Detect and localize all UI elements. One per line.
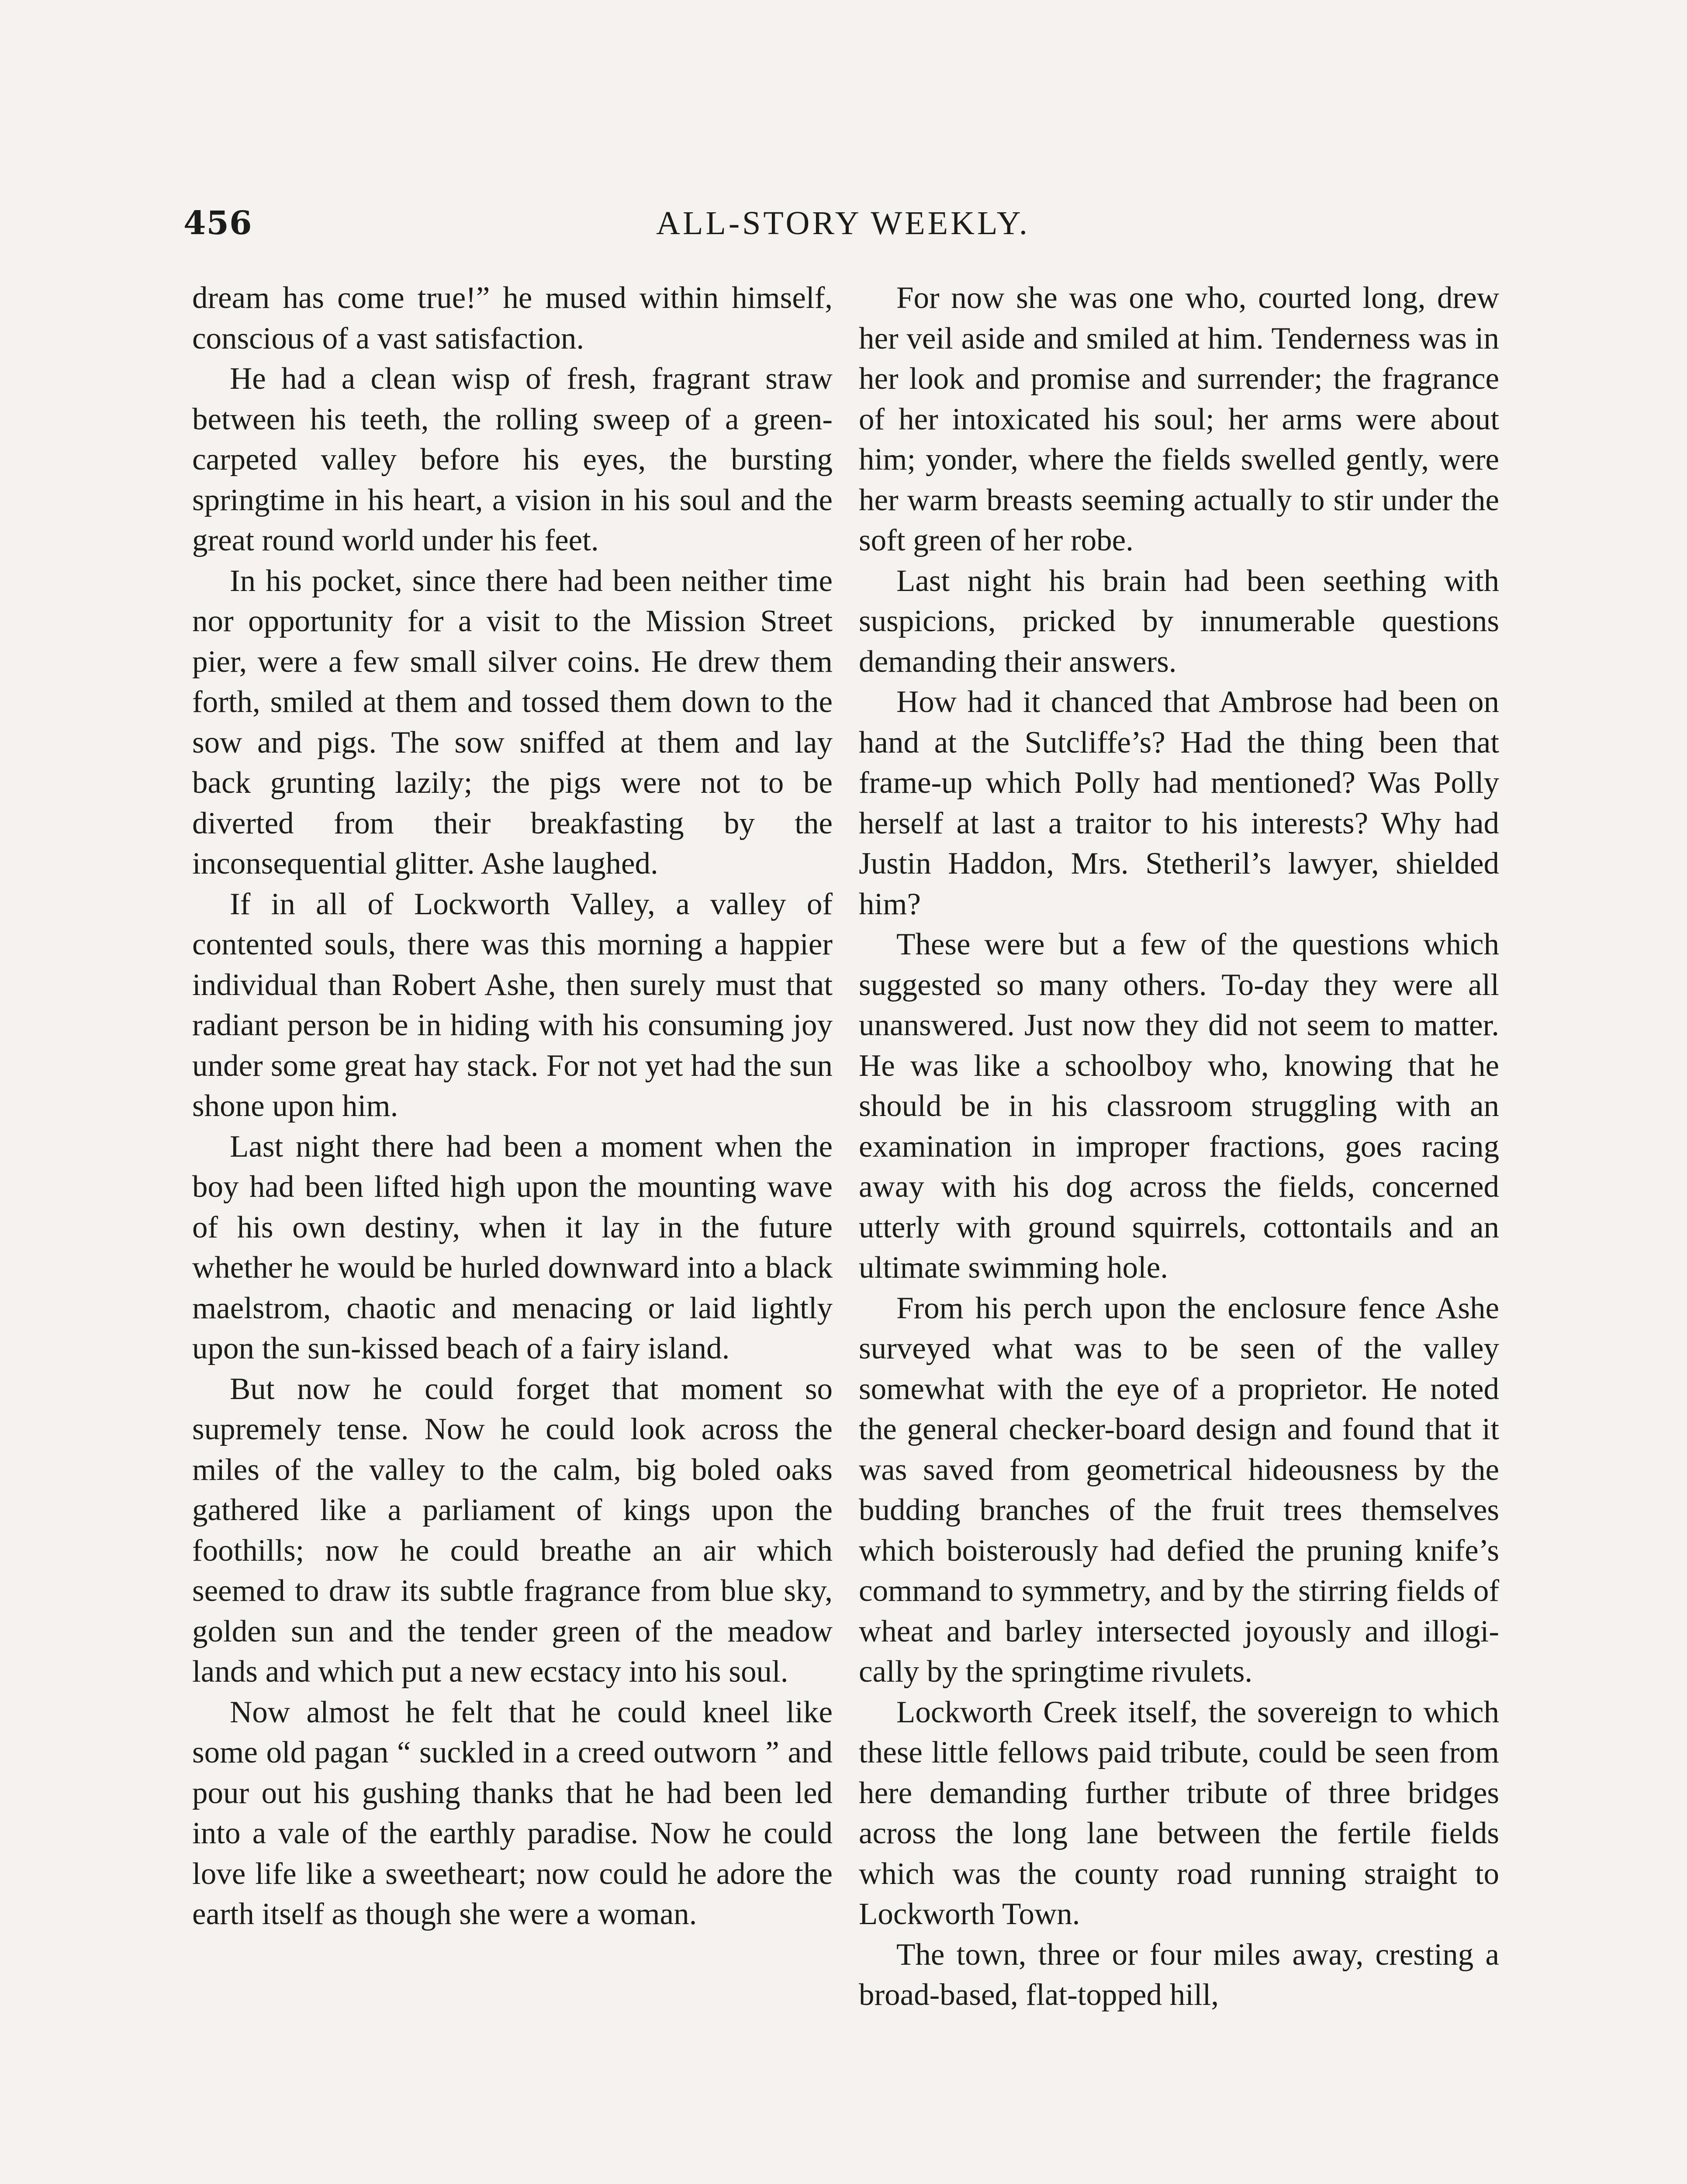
running-title: ALL-STORY WEEKLY.: [656, 205, 1030, 242]
paragraph: The town, three or four miles away, cresting a broad-based, flat-topped hill,: [859, 1937, 1499, 2012]
paragraph: If in all of Lockworth Valley, a valley of contented souls, there was this morning a happier individual than Robert Ashe, then surely must that radiant person be in hiding with his consuming joy under some great hay stack. For not yet had the sun shone upon him.: [192, 887, 833, 1123]
paragraph: How had it chanced that Ambrose had been on hand at the Sutcliffe’s? Had the thing been that frame-up which Polly had mentioned? Was Polly herself at last a traitor to his interests? Why had Justin Haddon, Mrs. Stetheril’s lawyer, shielded him?: [859, 685, 1499, 921]
paragraph: In his pocket, since there had been neither time nor opportunity for a visit to the Mission Street pier, were a few small silver coins. He drew them forth, smiled at them and tossed them down to the sow and pigs. The sow sniffed at them and lay back grunting lazily; the pigs were not to be diverted from their breakfasting by the inconsequential glitter. Ashe laughed.: [192, 563, 833, 881]
paragraph: But now he could forget that moment so supremely tense. Now he could look across the miles of the valley to the calm, big boled oaks gathered like a parliament of kings upon the foothills; now he could breathe an air which seemed to draw its subtle fragrance from blue sky, golden sun and the tender green of the meadow lands and which put a new ecstacy into his soul.: [192, 1372, 833, 1689]
paragraph: These were but a few of the questions which suggested so many others. To-day they were all unanswered. Just now they did not seem to matter. He was like a schoolboy who, knowing that he should be in his classroom struggling with an examination in improper fractions, goes racing away with his dog across the fields, concerned utterly with ground squirrels, cottontails and an ultimate swimming hole.: [859, 927, 1499, 1285]
paragraph: Now almost he felt that he could kneel like some old pagan “ suckled in a creed outworn ” and pour out his gushing thanks that he had been led into a vale of the earthly paradise. Now he could love life like a sweetheart; now could he adore the earth itself as though she were a woman.: [192, 1695, 833, 1931]
paragraph: Last night there had been a moment when the boy had been lifted high upon the mounting wave of his own destiny, when it lay in the future whether he would be hurled downward into a black maelstrom, chaotic and menacing or laid lightly upon the sun-kissed beach of a fairy island.: [192, 1129, 833, 1365]
paragraph: For now she was one who, courted long, drew her veil aside and smiled at him. Tenderness was in her look and promise and surrender; the fragrance of her intoxicated his soul; her arms were about him; yonder, where the fields swelled gently, were her warm breasts seeming actually to stir under the soft green of her robe.: [859, 281, 1499, 557]
paragraph: He had a clean wisp of fresh, fragrant straw between his teeth, the rolling sweep of a green-carpeted valley before his eyes, the bursting springtime in his heart, a vision in his soul and the great round world under his feet.: [192, 362, 833, 557]
left-column: [192, 278, 833, 1935]
paragraph: Last night his brain had been seething with suspicions, pricked by innumerable questions demanding their answers.: [859, 563, 1499, 679]
page-header: [183, 204, 1503, 252]
page-number: 456: [183, 204, 252, 242]
right-column: [859, 278, 1499, 2015]
paragraph: dream has come true!” he mused within himself, conscious of a vast satisfaction.: [192, 281, 833, 356]
paragraph: Lockworth Creek itself, the sovereign to which these little fellows paid tribute, could be seen from here demanding further tribute of three bridges across the long lane between the fertile fields which was the county road running straight to Lockworth Town.: [859, 1695, 1499, 1931]
paragraph: From his perch upon the enclosure fence Ashe surveyed what was to be seen of the valley somewhat with the eye of a proprietor. He noted the general checker-board design and found that it was saved from geometrical hideousness by the budding branches of the fruit trees themselves which boisterously had defied the pruning knife’s command to symmetry, and by the stirring fields of wheat and barley intersected joyously and illogically by the springtime rivulets.: [859, 1291, 1499, 1689]
